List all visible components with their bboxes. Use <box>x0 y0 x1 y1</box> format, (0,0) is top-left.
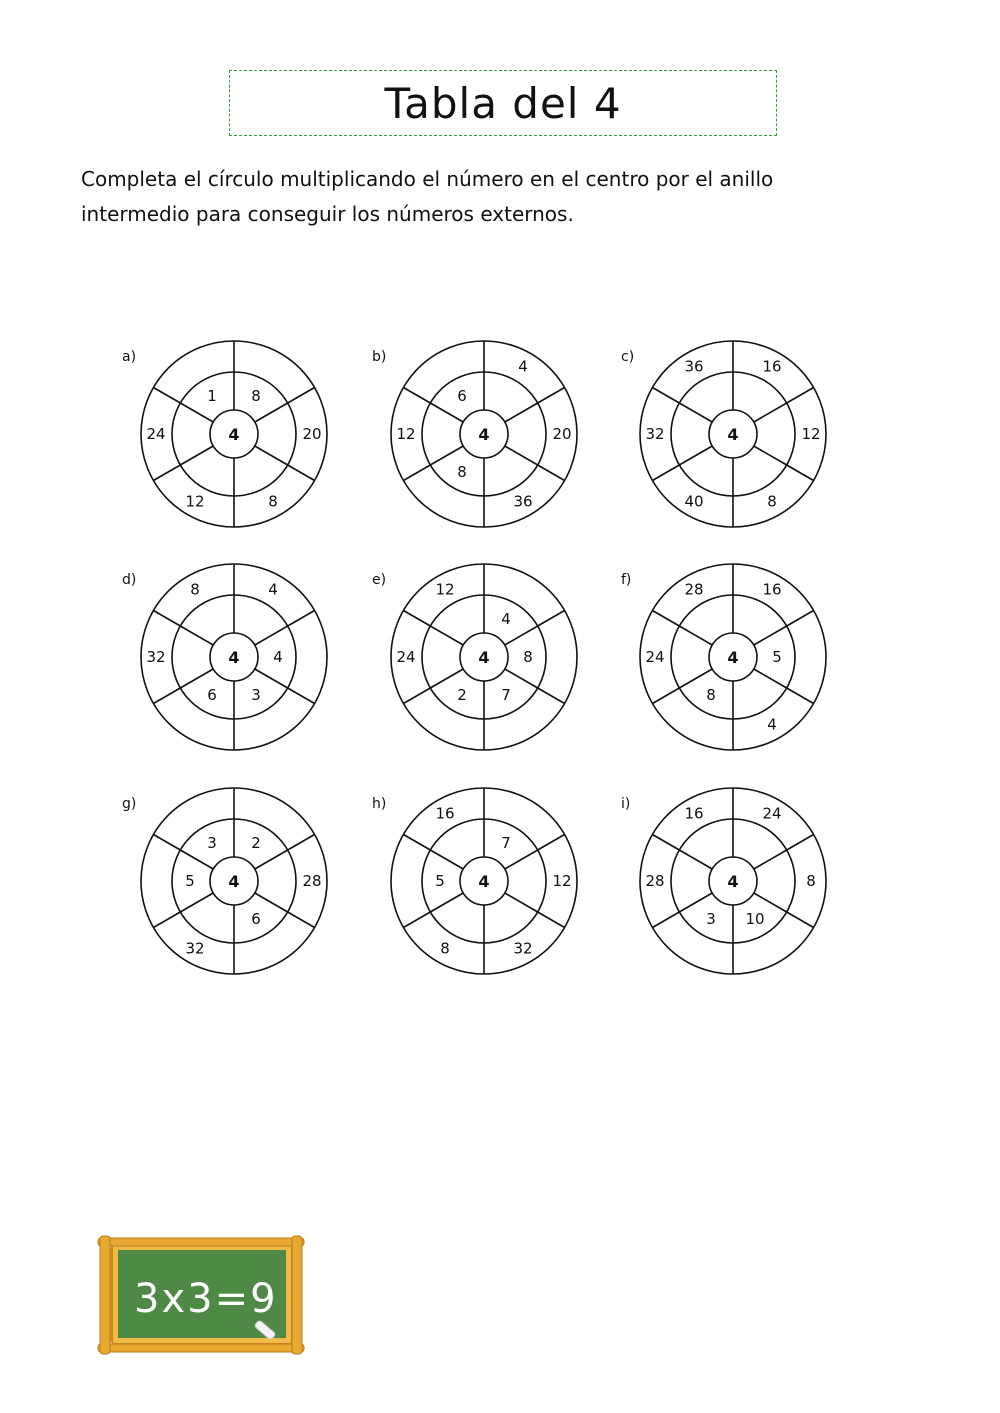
spoke <box>787 465 814 481</box>
middle-ring-number: 1 <box>207 386 217 405</box>
spoke <box>652 688 679 704</box>
outer-ring-number: 16 <box>684 804 704 823</box>
spoke <box>430 850 463 869</box>
spoke <box>403 611 430 627</box>
outer-ring-number: 16 <box>762 357 782 376</box>
spoke <box>787 835 814 851</box>
spoke <box>679 446 712 465</box>
outer-ring-number: 32 <box>146 648 166 666</box>
outer-ring-number: 4 <box>268 580 278 599</box>
outer-ring-number: 24 <box>396 648 416 666</box>
outer-ring-number: 12 <box>396 425 416 443</box>
outer-ring-number: 20 <box>302 425 322 443</box>
middle-ring-number: 4 <box>273 648 283 666</box>
center-number: 4 <box>727 872 739 891</box>
spoke <box>787 912 814 928</box>
outer-ring-number: 28 <box>684 580 704 599</box>
outer-ring-number: 28 <box>302 872 322 890</box>
spoke <box>652 465 679 481</box>
spoke <box>153 835 180 851</box>
wheel-i <box>621 788 826 974</box>
outer-ring-number: 4 <box>767 715 777 734</box>
spoke <box>403 688 430 704</box>
outer-ring-number: 32 <box>513 939 533 958</box>
middle-ring-number: 3 <box>706 910 716 929</box>
wheel-h <box>372 788 577 974</box>
middle-ring-number: 6 <box>207 686 217 705</box>
spoke <box>754 626 787 645</box>
middle-ring-number: 7 <box>501 833 511 852</box>
spoke <box>255 850 288 869</box>
spoke <box>538 465 565 481</box>
wheel-label: d) <box>122 572 137 588</box>
outer-ring-number: 8 <box>190 580 200 599</box>
outer-ring-number: 16 <box>435 804 455 823</box>
center-number: 4 <box>478 425 490 444</box>
wheel-label: e) <box>372 572 387 588</box>
chalkboard-illustration <box>98 1236 304 1354</box>
wheel-e <box>372 564 577 750</box>
center-number: 4 <box>228 648 240 667</box>
middle-ring-number: 4 <box>501 609 511 628</box>
middle-ring-number: 5 <box>185 872 195 890</box>
spoke <box>288 835 315 851</box>
spoke <box>153 388 180 404</box>
outer-ring-number: 36 <box>513 492 533 511</box>
spoke <box>430 893 463 912</box>
middle-ring-number: 3 <box>251 686 261 705</box>
wheel-label: c) <box>621 349 635 365</box>
outer-ring-number: 28 <box>645 872 665 890</box>
outer-ring-number: 8 <box>440 939 450 958</box>
spoke <box>652 835 679 851</box>
outer-ring-number: 8 <box>806 872 816 890</box>
middle-ring-number: 8 <box>457 463 467 482</box>
outer-ring-number: 24 <box>762 804 782 823</box>
spoke <box>505 893 538 912</box>
middle-ring-number: 6 <box>251 910 261 929</box>
spoke <box>652 388 679 404</box>
spoke <box>288 912 315 928</box>
outer-ring-number: 12 <box>801 425 821 443</box>
outer-ring-number: 12 <box>552 872 572 890</box>
center-number: 4 <box>727 648 739 667</box>
outer-ring-number: 12 <box>185 492 205 511</box>
spoke <box>538 688 565 704</box>
middle-ring-number: 6 <box>457 386 467 405</box>
spoke <box>754 669 787 688</box>
center-number: 4 <box>727 425 739 444</box>
middle-ring-number: 2 <box>457 686 467 705</box>
spoke <box>787 611 814 627</box>
spoke <box>538 388 565 404</box>
center-number: 4 <box>228 425 240 444</box>
spoke <box>679 850 712 869</box>
spoke <box>538 611 565 627</box>
outer-ring-number: 40 <box>684 492 704 511</box>
middle-ring-number: 10 <box>745 910 765 929</box>
spoke <box>180 403 213 422</box>
spoke <box>153 465 180 481</box>
outer-ring-number: 8 <box>767 492 777 511</box>
spoke <box>505 403 538 422</box>
middle-ring-number: 8 <box>523 648 533 666</box>
spoke <box>430 403 463 422</box>
wheel-g <box>122 788 327 974</box>
middle-ring-number: 8 <box>251 386 261 405</box>
spoke <box>754 446 787 465</box>
middle-ring-number: 2 <box>251 833 261 852</box>
outer-ring-number: 20 <box>552 425 572 443</box>
spoke <box>430 626 463 645</box>
outer-ring-number: 4 <box>518 357 528 376</box>
spoke <box>288 688 315 704</box>
spoke <box>679 626 712 645</box>
wheel-f <box>621 564 826 750</box>
spoke <box>255 446 288 465</box>
middle-ring-number: 7 <box>501 686 511 705</box>
wheel-label: h) <box>372 796 387 812</box>
instructions: Completa el círculo multiplicando el número en el centro por el anillo intermedio para conseguir los números externos. <box>81 167 774 226</box>
spoke <box>652 611 679 627</box>
spoke <box>255 626 288 645</box>
outer-ring-number: 32 <box>185 939 205 958</box>
outer-ring-number: 36 <box>684 357 704 376</box>
wheel-label: g) <box>122 796 137 812</box>
spoke <box>505 626 538 645</box>
wheel-d <box>122 564 327 750</box>
center-number: 4 <box>228 872 240 891</box>
spoke <box>505 850 538 869</box>
middle-ring-number: 5 <box>772 648 782 666</box>
spoke <box>288 388 315 404</box>
spoke <box>538 912 565 928</box>
spoke <box>787 688 814 704</box>
middle-ring-number: 5 <box>435 872 445 890</box>
spoke <box>787 388 814 404</box>
wheel-label: f) <box>621 572 632 588</box>
outer-ring-number: 32 <box>645 425 665 443</box>
wheel-b <box>372 341 577 527</box>
center-number: 4 <box>478 648 490 667</box>
spoke <box>754 850 787 869</box>
spoke <box>153 688 180 704</box>
spoke <box>180 850 213 869</box>
chalkboard-text: 3x3=9 <box>134 1276 278 1322</box>
spoke <box>403 835 430 851</box>
spoke <box>538 835 565 851</box>
outer-ring-number: 8 <box>268 492 278 511</box>
spoke <box>288 611 315 627</box>
spoke <box>679 403 712 422</box>
outer-ring-number: 12 <box>435 580 455 599</box>
spoke <box>505 446 538 465</box>
spoke <box>180 626 213 645</box>
outer-ring-number: 24 <box>645 648 665 666</box>
outer-ring-number: 24 <box>146 425 166 443</box>
spoke <box>403 465 430 481</box>
spoke <box>403 388 430 404</box>
spoke <box>754 403 787 422</box>
wheel-label: b) <box>372 349 387 365</box>
middle-ring-number: 3 <box>207 833 217 852</box>
wheel-label: i) <box>621 796 631 812</box>
spoke <box>288 465 315 481</box>
spoke <box>153 611 180 627</box>
page-title: Tabla del 4 <box>384 78 622 128</box>
spoke <box>652 912 679 928</box>
outer-ring-number: 16 <box>762 580 782 599</box>
middle-ring-number: 8 <box>706 686 716 705</box>
spoke <box>153 912 180 928</box>
wheel-a <box>122 341 327 527</box>
wheel-label: a) <box>122 349 137 365</box>
wheel-c <box>621 341 826 527</box>
spoke <box>403 912 430 928</box>
spoke <box>255 403 288 422</box>
center-number: 4 <box>478 872 490 891</box>
spoke <box>180 893 213 912</box>
spoke <box>180 446 213 465</box>
